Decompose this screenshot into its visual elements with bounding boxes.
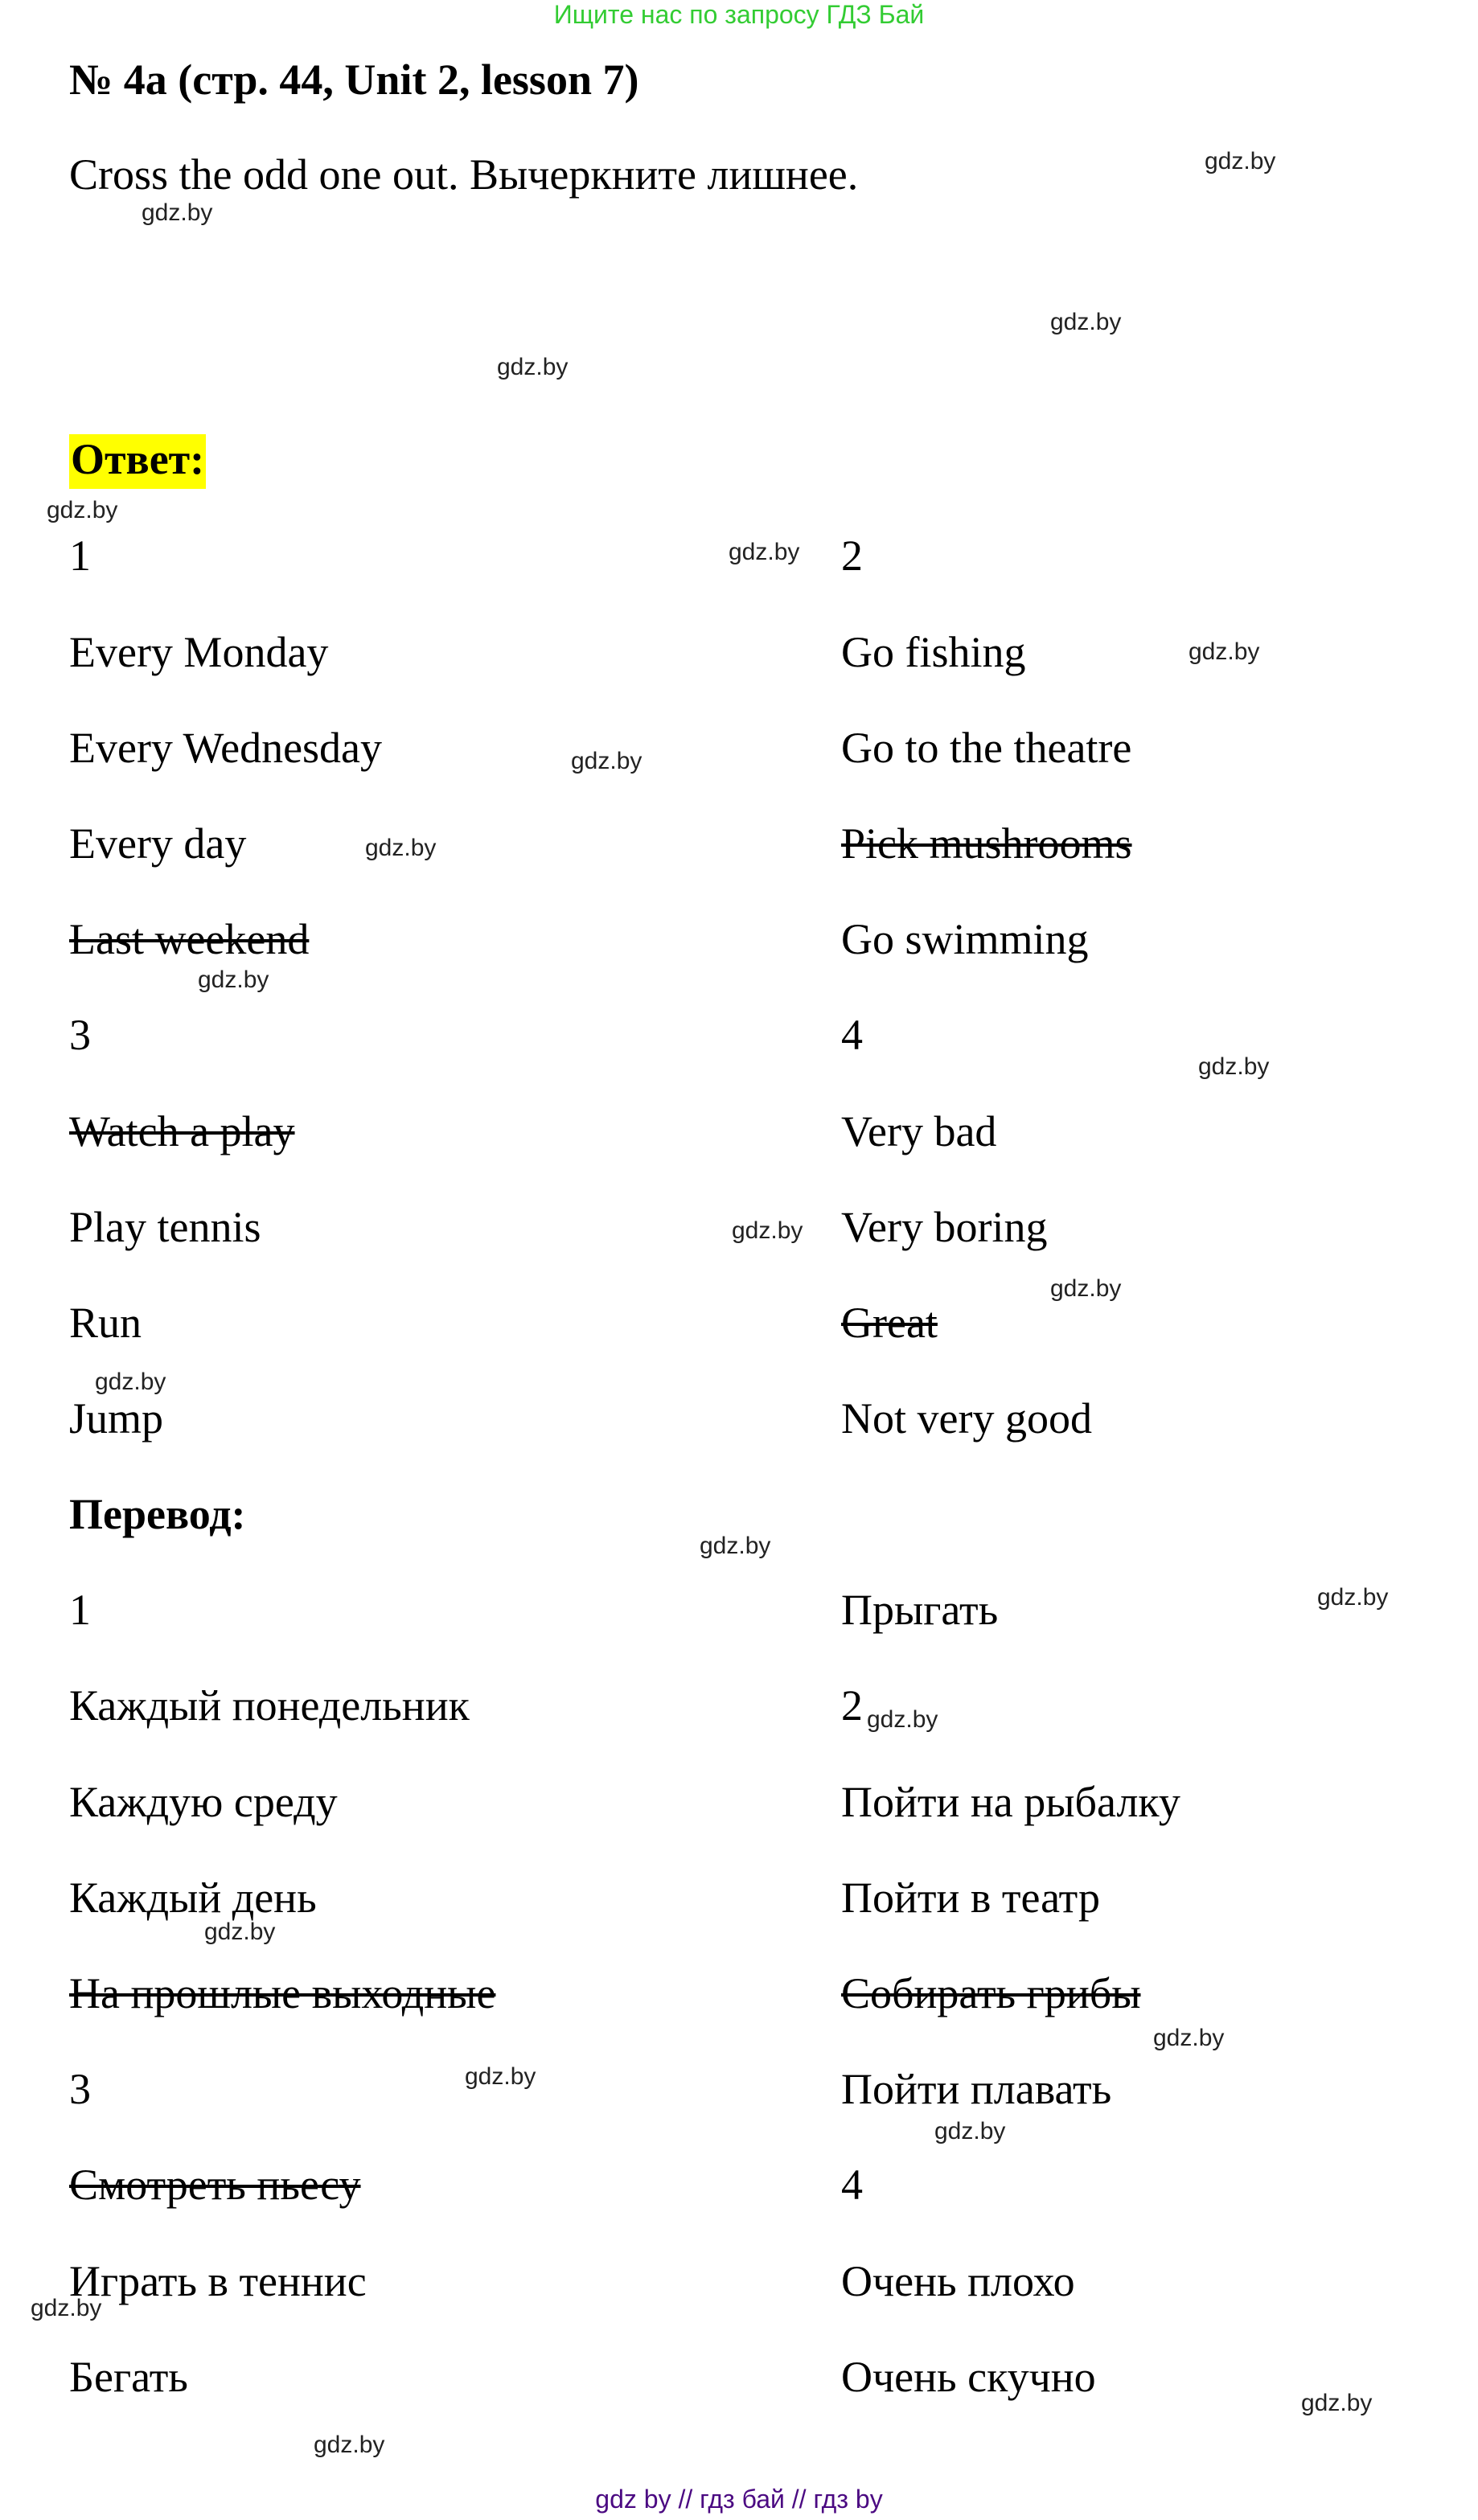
translation-right-item-crossed: Собирать грибы: [841, 1969, 1141, 2017]
answer-right-item: Not very good: [841, 1394, 1092, 1443]
answer-label: Ответ:: [69, 434, 206, 489]
watermark: gdz.by: [1189, 638, 1260, 665]
answer-left-item: Play tennis: [69, 1203, 261, 1251]
translation-label: Перевод:: [69, 1490, 246, 1538]
instruction-text: Cross the odd one out. Вычеркните лишнее.: [69, 150, 859, 199]
translation-left-item: Играть в теннис: [69, 2257, 367, 2305]
answer-right-item: 4: [841, 1011, 863, 1059]
answer-right-item: Go fishing: [841, 628, 1026, 676]
translation-left-item-crossed: На прошлые выходные: [69, 1969, 496, 2017]
answer-left-item: Jump: [69, 1394, 164, 1443]
watermark: gdz.by: [365, 835, 437, 861]
watermark: gdz.by: [314, 2432, 385, 2458]
watermark: gdz.by: [571, 748, 643, 774]
translation-left-item: Каждый день: [69, 1874, 317, 1922]
watermark: gdz.by: [700, 1533, 771, 1559]
translation-right-item: 4: [841, 2161, 863, 2209]
watermark: gdz.by: [204, 1919, 276, 1945]
translation-right-item: Пойти на рыбалку: [841, 1778, 1180, 1826]
translation-right-item: Прыгать: [841, 1586, 999, 1634]
watermark: gdz.by: [732, 1217, 803, 1244]
watermark: gdz.by: [934, 2118, 1006, 2144]
footer-links: gdz by // гдз бай // гдз by: [595, 2485, 883, 2514]
answer-right-item-crossed: Pick mushrooms: [841, 819, 1132, 868]
watermark: gdz.by: [1198, 1053, 1270, 1080]
answer-right-item-crossed: Great: [841, 1299, 938, 1347]
translation-right-item: Очень скучно: [841, 2353, 1096, 2401]
answer-left-item-crossed: Last weekend: [69, 915, 310, 963]
watermark: gdz.by: [867, 1706, 938, 1733]
translation-left-item: Каждый понедельник: [69, 1681, 470, 1730]
answer-right-item: Go to the theatre: [841, 724, 1132, 772]
answer-left-item: Every day: [69, 819, 247, 868]
answer-right-item: Very bad: [841, 1107, 997, 1155]
watermark: gdz.by: [497, 354, 569, 380]
answer-left-item: 3: [69, 1011, 91, 1059]
translation-right-item: 2: [841, 1681, 863, 1730]
translation-left-item: Бегать: [69, 2353, 188, 2401]
watermark: gdz.by: [31, 2295, 102, 2321]
answer-right-item: Go swimming: [841, 915, 1089, 963]
translation-left-item-crossed: Смотреть пьесу: [69, 2161, 361, 2209]
top-banner: Ищите нас по запросу ГДЗ Бай: [553, 0, 925, 29]
watermark: gdz.by: [142, 199, 213, 226]
watermark: gdz.by: [198, 967, 269, 993]
watermark: gdz.by: [1205, 148, 1276, 174]
translation-right-item: Пойти плавать: [841, 2065, 1112, 2113]
watermark: gdz.by: [47, 497, 118, 523]
answer-left-item: Run: [69, 1299, 142, 1347]
answer-left-item: Every Monday: [69, 628, 329, 676]
translation-right-item: Пойти в театр: [841, 1874, 1100, 1922]
answer-right-item: Very boring: [841, 1203, 1048, 1251]
watermark: gdz.by: [1050, 1275, 1122, 1302]
watermark: gdz.by: [1317, 1584, 1389, 1611]
watermark: gdz.by: [1153, 2025, 1225, 2051]
answer-left-item-crossed: Watch a play: [69, 1107, 295, 1155]
watermark: gdz.by: [1050, 309, 1122, 335]
watermark: gdz.by: [95, 1369, 166, 1395]
translation-right-item: Очень плохо: [841, 2257, 1075, 2305]
exercise-title: № 4a (стр. 44, Unit 2, lesson 7): [69, 55, 639, 104]
answer-left-item: Every Wednesday: [69, 724, 383, 772]
translation-left-item: 1: [69, 1586, 91, 1634]
watermark: gdz.by: [465, 2063, 536, 2090]
translation-left-item: 3: [69, 2065, 91, 2113]
watermark: gdz.by: [729, 539, 800, 565]
answer-left-item: 1: [69, 531, 91, 580]
answer-right-item: 2: [841, 531, 863, 580]
translation-left-item: Каждую среду: [69, 1778, 338, 1826]
watermark: gdz.by: [1301, 2390, 1373, 2416]
